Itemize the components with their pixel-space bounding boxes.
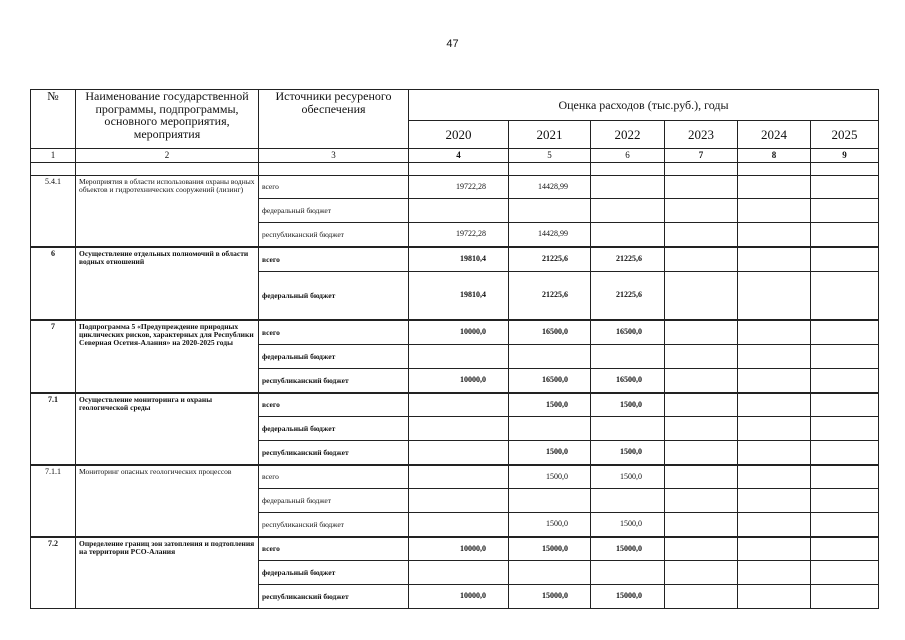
expense-value (591, 489, 665, 513)
expense-value: 1500,0 (591, 466, 665, 489)
header-row (31, 90, 879, 121)
funding-source: республиканский бюджет (259, 513, 409, 537)
expense-value (738, 394, 811, 417)
table-row (31, 466, 879, 489)
expense-value (591, 417, 665, 441)
expense-value (738, 176, 811, 199)
expense-value (665, 199, 738, 223)
expense-value (738, 199, 811, 223)
year-2024: 2024 (738, 121, 811, 149)
expense-value (409, 561, 509, 585)
index-cell: 6 (591, 149, 665, 163)
expense-value: 14428,99 (509, 176, 591, 199)
expense-value (738, 248, 811, 272)
expense-value (665, 394, 738, 417)
expense-value (665, 176, 738, 199)
expense-value (591, 561, 665, 585)
header-name: Наименование государственной программы, подпрограммы, основного мероприятия, мероприятия (76, 90, 259, 149)
funding-source: всего (259, 321, 409, 345)
funding-source: республиканский бюджет (259, 223, 409, 247)
spacer-cell (76, 163, 259, 176)
expense-value (665, 417, 738, 441)
row-code: 7.2 (31, 538, 76, 609)
expense-value (811, 513, 879, 537)
index-cell: 3 (259, 149, 409, 163)
expense-value: 1500,0 (509, 441, 591, 465)
funding-source: всего (259, 538, 409, 561)
expense-value: 10000,0 (409, 321, 509, 345)
expense-value (665, 441, 738, 465)
expense-value (811, 272, 879, 320)
table-row (31, 394, 879, 417)
expense-value (509, 199, 591, 223)
expense-value: 19722,28 (409, 223, 509, 247)
index-cell: 1 (31, 149, 76, 163)
expense-value (665, 489, 738, 513)
header-sources: Источники ресуреного обеспечения (259, 90, 409, 149)
expense-value (665, 272, 738, 320)
funding-source: всего (259, 248, 409, 272)
expense-value: 1500,0 (591, 441, 665, 465)
row-name: Мониторинг опасных геологических процессов (76, 466, 259, 537)
expense-value (509, 345, 591, 369)
table-row (31, 538, 879, 561)
expense-value: 21225,6 (591, 272, 665, 320)
year-2020: 2020 (409, 121, 509, 149)
expense-value (591, 223, 665, 247)
row-code: 7.1 (31, 394, 76, 465)
table-row (31, 176, 879, 199)
row-name: Подпрограмма 5 «Предупреждение природных циклических рисков, характерных для Республики Северная Осетия-Алания» на 2020-2025 годы (76, 321, 259, 393)
year-2022: 2022 (591, 121, 665, 149)
spacer-cell (409, 163, 509, 176)
expense-value: 10000,0 (409, 538, 509, 561)
expense-value (811, 176, 879, 199)
expense-value (409, 513, 509, 537)
funding-source: федеральный бюджет (259, 345, 409, 369)
expense-value (811, 489, 879, 513)
expense-value (665, 223, 738, 247)
header-num: № (31, 90, 76, 149)
expense-value (738, 441, 811, 465)
funding-source: федеральный бюджет (259, 272, 409, 320)
expense-value (409, 417, 509, 441)
expense-value (738, 272, 811, 320)
row-code: 5.4.1 (31, 176, 76, 247)
expense-value (811, 369, 879, 393)
expense-value (738, 321, 811, 345)
expense-value (591, 345, 665, 369)
funding-source: республиканский бюджет (259, 369, 409, 393)
page-number: 47 (446, 38, 459, 50)
expense-value (665, 538, 738, 561)
expense-value (665, 466, 738, 489)
year-2023: 2023 (665, 121, 738, 149)
row-name: Определение границ зон затопления и подтопления на территории РСО-Алания (76, 538, 259, 609)
expense-value (811, 223, 879, 247)
expense-value (409, 199, 509, 223)
expense-value (811, 248, 879, 272)
spacer-cell (665, 163, 738, 176)
row-code: 7.1.1 (31, 466, 76, 537)
expense-value (665, 369, 738, 393)
expense-value: 16500,0 (509, 321, 591, 345)
expense-value (409, 466, 509, 489)
expense-value (738, 223, 811, 247)
expense-value: 15000,0 (591, 538, 665, 561)
expense-value: 16500,0 (509, 369, 591, 393)
row-code: 7 (31, 321, 76, 393)
expense-value (665, 248, 738, 272)
expense-value (665, 561, 738, 585)
expense-value: 15000,0 (591, 585, 665, 609)
expense-value (811, 585, 879, 609)
funding-source: республиканский бюджет (259, 585, 409, 609)
spacer-cell (259, 163, 409, 176)
expense-value (811, 538, 879, 561)
index-cell: 4 (409, 149, 509, 163)
index-cell: 2 (76, 149, 259, 163)
header-estimate: Оценка расходов (тыс.руб.), годы (409, 90, 879, 121)
year-2021: 2021 (509, 121, 591, 149)
table-row (31, 248, 879, 272)
expense-value (811, 199, 879, 223)
spacer-cell (591, 163, 665, 176)
expense-value: 1500,0 (591, 513, 665, 537)
index-cell: 9 (811, 149, 879, 163)
expense-value: 1500,0 (509, 466, 591, 489)
expense-value (665, 345, 738, 369)
row-name: Осуществление отдельных полномочий в области водных отношений (76, 248, 259, 320)
expense-value (409, 345, 509, 369)
funding-source: всего (259, 466, 409, 489)
expense-value: 14428,99 (509, 223, 591, 247)
budget-table (30, 89, 879, 609)
expense-value: 19810,4 (409, 272, 509, 320)
index-row (31, 149, 879, 163)
expense-value: 19810,4 (409, 248, 509, 272)
expense-value (811, 345, 879, 369)
funding-source: всего (259, 176, 409, 199)
spacer-cell (31, 163, 76, 176)
spacer-cell (738, 163, 811, 176)
table-row (31, 321, 879, 345)
expense-value: 16500,0 (591, 321, 665, 345)
expense-value (665, 513, 738, 537)
expense-value: 21225,6 (509, 248, 591, 272)
expense-value: 21225,6 (509, 272, 591, 320)
row-name: Мероприятия в области использования охраны водных объектов и гидротехнических сооружений (лизинг) (76, 176, 259, 247)
year-2025: 2025 (811, 121, 879, 149)
expense-value (738, 513, 811, 537)
expense-value (811, 417, 879, 441)
expense-value (409, 394, 509, 417)
expense-value (811, 466, 879, 489)
expense-value (738, 345, 811, 369)
expense-value: 1500,0 (509, 394, 591, 417)
funding-source: федеральный бюджет (259, 417, 409, 441)
expense-value (738, 417, 811, 441)
spacer-cell (811, 163, 879, 176)
expense-value (509, 417, 591, 441)
row-name: Осуществление мониторинга и охраны геологической среды (76, 394, 259, 465)
expense-value (509, 489, 591, 513)
row-code: 6 (31, 248, 76, 320)
index-cell: 5 (509, 149, 591, 163)
funding-source: республиканский бюджет (259, 441, 409, 465)
expense-value (738, 489, 811, 513)
funding-source: федеральный бюджет (259, 199, 409, 223)
expense-value (811, 441, 879, 465)
funding-source: федеральный бюджет (259, 489, 409, 513)
expense-value: 15000,0 (509, 538, 591, 561)
expense-value (738, 538, 811, 561)
funding-source: всего (259, 394, 409, 417)
spacer-cell (509, 163, 591, 176)
index-cell: 8 (738, 149, 811, 163)
expense-value (738, 369, 811, 393)
expense-value (811, 321, 879, 345)
expense-value: 16500,0 (591, 369, 665, 393)
expense-value (811, 394, 879, 417)
expense-value (665, 321, 738, 345)
expense-value: 1500,0 (509, 513, 591, 537)
expense-value (409, 489, 509, 513)
expense-value (409, 441, 509, 465)
expense-value: 10000,0 (409, 369, 509, 393)
expense-value (591, 176, 665, 199)
expense-value: 15000,0 (509, 585, 591, 609)
expense-value (738, 466, 811, 489)
funding-source: федеральный бюджет (259, 561, 409, 585)
expense-value (738, 585, 811, 609)
index-cell: 7 (665, 149, 738, 163)
expense-value: 19722,28 (409, 176, 509, 199)
expense-value (811, 561, 879, 585)
expense-value: 10000,0 (409, 585, 509, 609)
expense-value: 21225,6 (591, 248, 665, 272)
expense-value (738, 561, 811, 585)
expense-value (665, 585, 738, 609)
expense-value (509, 561, 591, 585)
expense-value: 1500,0 (591, 394, 665, 417)
spacer-row (31, 163, 879, 176)
expense-value (591, 199, 665, 223)
